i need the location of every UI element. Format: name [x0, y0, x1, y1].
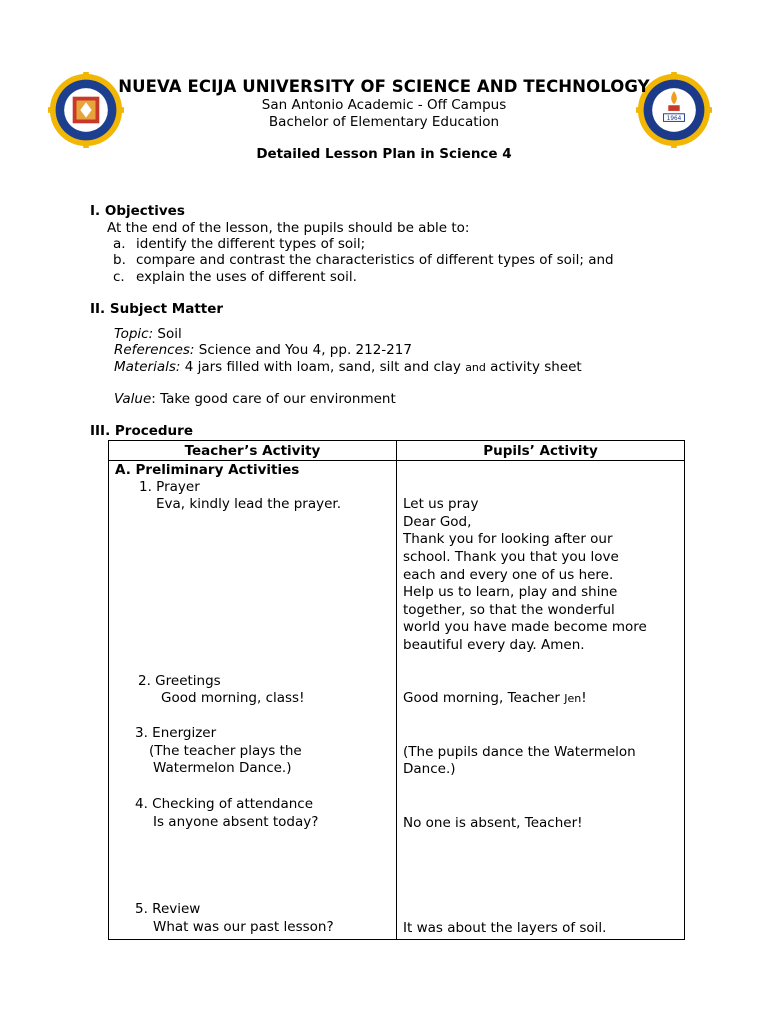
materials-line: [114, 359, 582, 375]
references-value: Science and You 4, pp. 212-217: [194, 342, 412, 358]
prayer-pupil-line: Help us to learn, play and shine: [403, 584, 618, 600]
prayer-pupil-line: world you have made become more: [403, 619, 647, 635]
greetings-pupil-line: [403, 690, 587, 706]
teacher-activity-header: Teacher’s Activity: [109, 441, 397, 461]
topic-value: Soil: [153, 326, 182, 342]
review-pupil-line: It was about the layers of soil.: [403, 920, 607, 936]
university-name: NUEVA ECIJA UNIVERSITY OF SCIENCE AND TECHNOLOGY: [118, 77, 650, 96]
prayer-pupil-line: Dear God,: [403, 514, 472, 530]
value-text: : Take good care of our environment: [151, 391, 396, 407]
lesson-plan-title: Detailed Lesson Plan in Science 4: [256, 146, 512, 162]
energizer-teacher-line: (The teacher plays the: [149, 743, 302, 759]
objective-item: compare and contrast the characteristics of different types of soil; and: [136, 252, 614, 268]
materials-value-end: activity sheet: [485, 359, 582, 375]
preliminary-activities-heading: A. Preliminary Activities: [115, 462, 300, 478]
topic-line: [114, 326, 182, 342]
value-label: Value: [114, 391, 152, 407]
attendance-title: 4. Checking of attendance: [135, 796, 314, 812]
references-line: [114, 342, 412, 358]
attendance-pupil-line: No one is absent, Teacher!: [403, 815, 583, 831]
objective-marker: a.: [113, 236, 126, 252]
materials-value: 4 jars filled with loam, sand, silt and clay: [180, 359, 466, 375]
prayer-pupil-line: school. Thank you that you love: [403, 549, 619, 565]
campus-name: San Antonio Academic - Off Campus: [261, 97, 507, 113]
prayer-title: 1. Prayer: [139, 479, 200, 495]
objective-item: explain the uses of different soil.: [136, 269, 357, 285]
table-row: [109, 461, 685, 940]
prayer-pupil-line: each and every one of us here.: [403, 567, 614, 583]
greetings-title: 2. Greetings: [138, 673, 221, 689]
teacher-name: Jen: [564, 692, 582, 705]
review-title: 5. Review: [135, 901, 201, 917]
greetings-pupil-text: Good morning, Teacher: [403, 690, 565, 706]
prayer-pupil-line: Let us pray: [403, 496, 479, 512]
value-line: [114, 391, 396, 407]
pupils-activity-cell: [397, 461, 685, 940]
procedure-table: [108, 440, 685, 940]
attendance-teacher-line: Is anyone absent today?: [153, 814, 319, 830]
table-header-row: [109, 441, 685, 461]
subject-matter-heading: II. Subject Matter: [90, 301, 224, 317]
prayer-pupil-line: together, so that the wonderful: [403, 602, 615, 618]
prayer-pupil-line: Thank you for looking after our: [403, 531, 613, 547]
energizer-pupil-line: (The pupils dance the Watermelon: [403, 744, 636, 760]
prayer-teacher-line: Eva, kindly lead the prayer.: [156, 496, 342, 512]
energizer-pupil-line: Dance.): [403, 761, 456, 777]
greetings-pupil-end: !: [581, 690, 587, 706]
greetings-teacher-line: Good morning, class!: [161, 690, 305, 706]
references-label: References:: [114, 342, 195, 358]
materials-label: Materials:: [114, 359, 181, 375]
energizer-teacher-line: Watermelon Dance.): [153, 760, 292, 776]
materials-and: and: [465, 361, 486, 374]
procedure-heading: III. Procedure: [90, 423, 193, 439]
objectives-heading: I. Objectives: [90, 203, 185, 219]
topic-label: Topic:: [114, 326, 154, 342]
pupils-activity-header: Pupils’ Activity: [397, 441, 685, 461]
teacher-activity-cell: [109, 461, 397, 940]
objectives-intro: At the end of the lesson, the pupils should be able to:: [107, 220, 470, 236]
program-name: Bachelor of Elementary Education: [268, 114, 500, 130]
objective-marker: b.: [113, 252, 126, 268]
logo-year-text: 1964: [666, 115, 682, 122]
prayer-pupil-line: beautiful every day. Amen.: [403, 637, 585, 653]
energizer-title: 3. Energizer: [135, 725, 217, 741]
objective-marker: c.: [113, 269, 125, 285]
review-teacher-line: What was our past lesson?: [153, 919, 334, 935]
objective-item: identify the different types of soil;: [136, 236, 366, 252]
